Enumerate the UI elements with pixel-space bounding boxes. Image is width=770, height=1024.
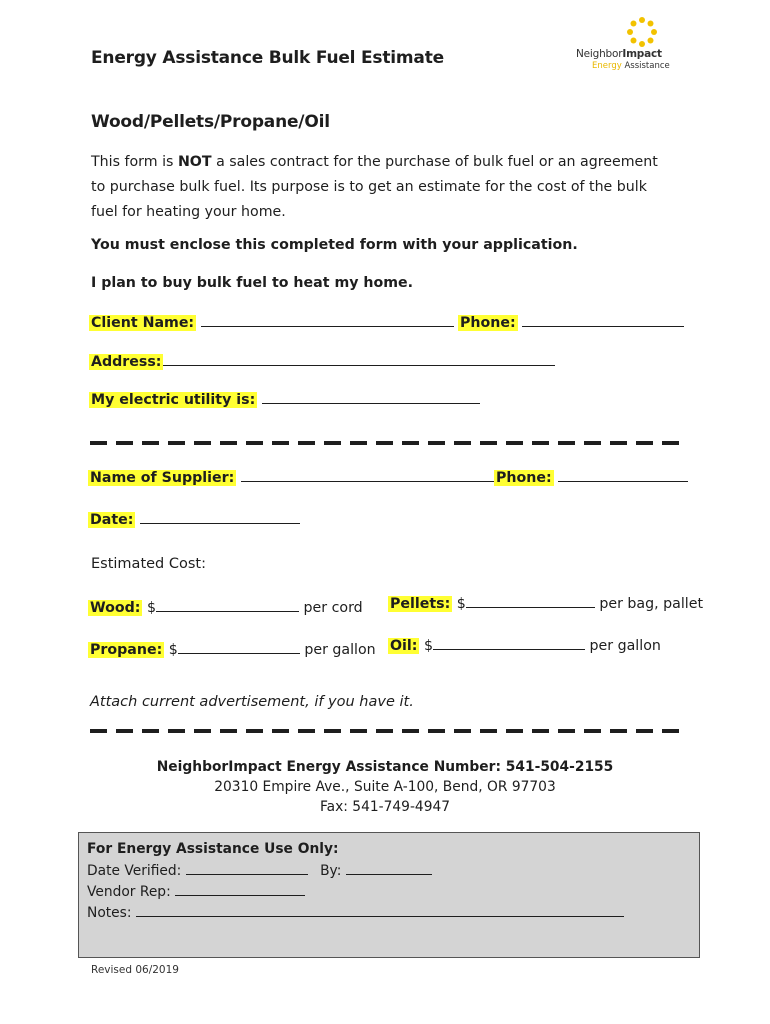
client-name-field[interactable] — [201, 314, 454, 327]
fuel-types-heading: Wood/Pellets/Propane/Oil — [91, 112, 330, 132]
client-phone-label: Phone: — [460, 315, 516, 331]
wood-label: Wood: — [90, 600, 141, 616]
section-divider — [90, 441, 682, 445]
date-verified-field[interactable] — [186, 862, 308, 875]
wood-price-field[interactable] — [156, 599, 299, 612]
oil-label: Oil: — [390, 638, 418, 654]
wood-unit: per cord — [303, 600, 363, 616]
sunburst-logo-icon — [572, 14, 672, 50]
propane-unit: per gallon — [304, 642, 376, 658]
oil-unit: per gallon — [589, 638, 661, 654]
pellets-row: Pellets: $ per bag, pallet — [390, 596, 704, 612]
vendor-rep-row: Vendor Rep: — [87, 883, 305, 900]
address-label: Address: — [91, 354, 162, 370]
supplier-name-field[interactable] — [241, 469, 513, 482]
pellets-price-field[interactable] — [466, 595, 595, 608]
pellets-unit: per bag, pallet — [599, 596, 704, 612]
supplier-name-label: Name of Supplier: — [90, 470, 235, 486]
verified-by-field[interactable] — [346, 862, 432, 875]
office-use-box — [78, 832, 700, 958]
client-phone-row — [458, 314, 684, 331]
revision-date: Revised 06/2019 — [91, 964, 179, 976]
estimated-cost-label: Estimated Cost: — [91, 556, 206, 572]
client-name-label: Client Name: — [91, 315, 195, 331]
supplier-phone-row — [494, 469, 688, 486]
electric-utility-label: My electric utility is: — [91, 392, 256, 408]
date-row — [88, 511, 300, 528]
propane-label: Propane: — [90, 642, 163, 658]
form-title: Energy Assistance Bulk Fuel Estimate — [91, 48, 444, 68]
contact-address: 20310 Empire Ave., Suite A-100, Bend, OR 97703 — [214, 779, 556, 795]
intro-paragraph: This form is NOT a sales contract for the purchase of bulk fuel or an agreement to purchase bulk fuel. Its purpose is to get an estimate for the cost of the bulk fuel for heating your home. — [91, 154, 658, 220]
plan-statement: I plan to buy bulk fuel to heat my home. — [91, 275, 414, 291]
not-emphasis: NOT — [177, 154, 212, 170]
contact-number: NeighborImpact Energy Assistance Number: 541-504-2155 — [156, 759, 614, 775]
contact-fax: Fax: 541-749-4947 — [319, 799, 451, 815]
propane-price-field[interactable] — [178, 641, 300, 654]
notes-row: Notes: — [87, 904, 624, 921]
propane-row: Propane: $ per gallon — [90, 642, 376, 658]
notes-field[interactable] — [136, 904, 624, 917]
date-verified-row: Date Verified: By: — [87, 862, 432, 879]
client-phone-field[interactable] — [522, 314, 684, 327]
logo-tagline: Energy Assistance — [592, 61, 670, 71]
section-divider-2 — [90, 729, 682, 733]
supplier-phone-label: Phone: — [496, 470, 552, 486]
office-use-heading: For Energy Assistance Use Only: — [87, 841, 339, 857]
supplier-phone-field[interactable] — [558, 469, 688, 482]
wood-row: Wood: $ per cord — [90, 600, 363, 616]
vendor-rep-field[interactable] — [175, 883, 305, 896]
neighborimpact-logo — [572, 14, 672, 76]
enclose-notice: You must enclose this completed form with your application. — [91, 237, 578, 253]
electric-utility-row — [89, 391, 480, 408]
attach-note: Attach current advertisement, if you have it. — [90, 694, 414, 710]
address-field[interactable] — [163, 353, 555, 366]
date-field[interactable] — [140, 511, 300, 524]
logo-wordmark: NeighborImpact — [576, 48, 662, 60]
address-row — [89, 353, 555, 370]
client-name-row — [89, 314, 454, 331]
electric-utility-field[interactable] — [262, 391, 480, 404]
oil-row: Oil: $ per gallon — [390, 638, 661, 654]
pellets-label: Pellets: — [390, 596, 451, 612]
date-label: Date: — [90, 512, 134, 528]
supplier-row — [88, 469, 513, 486]
oil-price-field[interactable] — [433, 637, 585, 650]
